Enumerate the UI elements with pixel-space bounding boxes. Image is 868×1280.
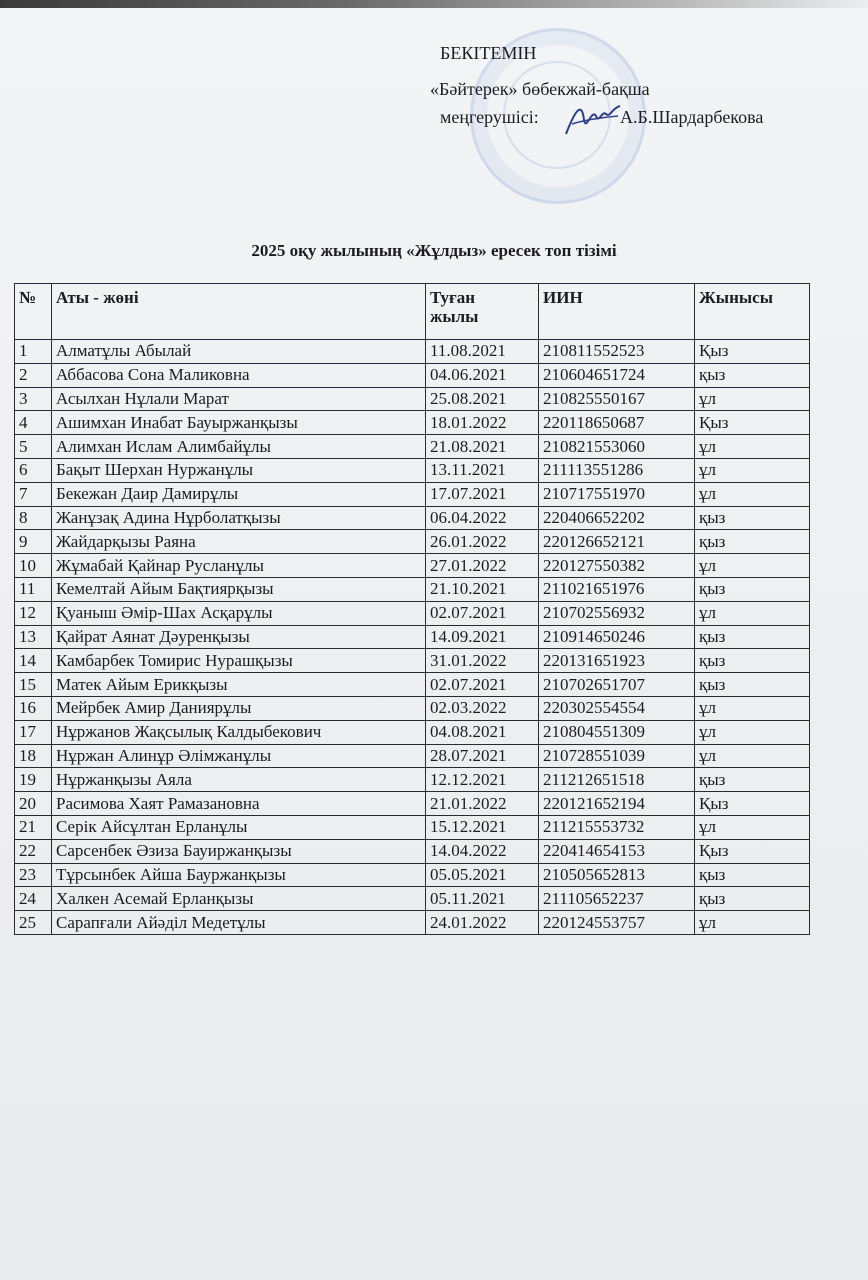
table-row bbox=[15, 720, 810, 744]
table-row bbox=[15, 696, 810, 720]
cell-gender: ұл bbox=[695, 744, 810, 768]
cell-birth-date: 05.11.2021 bbox=[426, 887, 539, 911]
cell-gender: ұл bbox=[695, 482, 810, 506]
table-row bbox=[15, 363, 810, 387]
cell-birth-date: 06.04.2022 bbox=[426, 506, 539, 530]
cell-full-name: Нұржанов Жақсылық Калдыбекович bbox=[52, 720, 426, 744]
cell-full-name: Жанұзақ Адина Нұрболатқызы bbox=[52, 506, 426, 530]
cell-full-name: Жайдарқызы Раяна bbox=[52, 530, 426, 554]
table-row bbox=[15, 530, 810, 554]
cell-number: 12 bbox=[15, 601, 52, 625]
table-row bbox=[15, 435, 810, 459]
cell-birth-date: 04.08.2021 bbox=[426, 720, 539, 744]
cell-gender: ұл bbox=[695, 720, 810, 744]
cell-gender: Қыз bbox=[695, 411, 810, 435]
cell-gender: ұл bbox=[695, 815, 810, 839]
cell-gender: қыз bbox=[695, 673, 810, 697]
cell-number: 23 bbox=[15, 863, 52, 887]
cell-full-name: Камбарбек Томирис Нурашқызы bbox=[52, 649, 426, 673]
cell-full-name: Бекежан Даир Дамирұлы bbox=[52, 482, 426, 506]
cell-number: 10 bbox=[15, 554, 52, 578]
cell-number: 18 bbox=[15, 744, 52, 768]
cell-number: 21 bbox=[15, 815, 52, 839]
cell-gender: Қыз bbox=[695, 792, 810, 816]
table-row bbox=[15, 815, 810, 839]
cell-birth-date: 21.10.2021 bbox=[426, 577, 539, 601]
cell-iin: 210728551039 bbox=[539, 744, 695, 768]
cell-number: 9 bbox=[15, 530, 52, 554]
cell-birth-date: 15.12.2021 bbox=[426, 815, 539, 839]
cell-iin: 210505652813 bbox=[539, 863, 695, 887]
table-row bbox=[15, 839, 810, 863]
header-full-name: Аты - жөні bbox=[52, 284, 426, 340]
cell-gender: Қыз bbox=[695, 340, 810, 364]
table-row bbox=[15, 506, 810, 530]
cell-gender: ұл bbox=[695, 911, 810, 935]
cell-gender: қыз bbox=[695, 863, 810, 887]
cell-full-name: Кемелтай Айым Бақтиярқызы bbox=[52, 577, 426, 601]
cell-birth-date: 05.05.2021 bbox=[426, 863, 539, 887]
cell-birth-date: 02.07.2021 bbox=[426, 673, 539, 697]
cell-birth-date: 27.01.2022 bbox=[426, 554, 539, 578]
cell-birth-date: 18.01.2022 bbox=[426, 411, 539, 435]
table-row bbox=[15, 601, 810, 625]
header-gender: Жынысы bbox=[695, 284, 810, 340]
cell-full-name: Аббасова Сона Маликовна bbox=[52, 363, 426, 387]
cell-number: 2 bbox=[15, 363, 52, 387]
table-row bbox=[15, 458, 810, 482]
cell-number: 17 bbox=[15, 720, 52, 744]
cell-birth-date: 11.08.2021 bbox=[426, 340, 539, 364]
table-row bbox=[15, 768, 810, 792]
cell-number: 16 bbox=[15, 696, 52, 720]
table-row bbox=[15, 577, 810, 601]
cell-gender: ұл bbox=[695, 554, 810, 578]
cell-iin: 211113551286 bbox=[539, 458, 695, 482]
cell-number: 1 bbox=[15, 340, 52, 364]
cell-birth-date: 14.09.2021 bbox=[426, 625, 539, 649]
cell-full-name: Нұржан Алинұр Әлімжанұлы bbox=[52, 744, 426, 768]
header-number: № bbox=[15, 284, 52, 340]
head-position-label: меңгерушісі: bbox=[440, 107, 539, 127]
cell-iin: 210804551309 bbox=[539, 720, 695, 744]
cell-iin: 220302554554 bbox=[539, 696, 695, 720]
cell-full-name: Халкен Асемай Ерланқызы bbox=[52, 887, 426, 911]
cell-iin: 220126652121 bbox=[539, 530, 695, 554]
cell-gender: қыз bbox=[695, 577, 810, 601]
cell-gender: қыз bbox=[695, 768, 810, 792]
table-header-row bbox=[15, 284, 810, 340]
handwritten-signature bbox=[562, 98, 624, 140]
table-row bbox=[15, 482, 810, 506]
cell-full-name: Тұрсынбек Айша Бауржанқызы bbox=[52, 863, 426, 887]
cell-birth-date: 02.07.2021 bbox=[426, 601, 539, 625]
cell-iin: 211212651518 bbox=[539, 768, 695, 792]
cell-number: 7 bbox=[15, 482, 52, 506]
cell-gender: ұл bbox=[695, 458, 810, 482]
header-birth-date bbox=[426, 284, 539, 340]
table-body bbox=[15, 340, 810, 935]
cell-full-name: Нұржанқызы Аяла bbox=[52, 768, 426, 792]
cell-birth-date: 24.01.2022 bbox=[426, 911, 539, 935]
cell-gender: ұл bbox=[695, 387, 810, 411]
cell-iin: 210811552523 bbox=[539, 340, 695, 364]
cell-iin: 210914650246 bbox=[539, 625, 695, 649]
cell-iin: 220406652202 bbox=[539, 506, 695, 530]
table-row bbox=[15, 554, 810, 578]
cell-full-name: Қайрат Аянат Дәуренқызы bbox=[52, 625, 426, 649]
cell-iin: 220118650687 bbox=[539, 411, 695, 435]
cell-iin: 220127550382 bbox=[539, 554, 695, 578]
cell-iin: 211105652237 bbox=[539, 887, 695, 911]
cell-birth-date: 28.07.2021 bbox=[426, 744, 539, 768]
approval-heading: БЕКІТЕМІН bbox=[440, 43, 537, 63]
cell-number: 20 bbox=[15, 792, 52, 816]
cell-iin: 210825550167 bbox=[539, 387, 695, 411]
institution-name: «Бәйтерек» бөбекжай-бақша bbox=[430, 79, 650, 99]
cell-gender: қыз bbox=[695, 506, 810, 530]
cell-iin: 211021651976 bbox=[539, 577, 695, 601]
table-row bbox=[15, 387, 810, 411]
table-row bbox=[15, 744, 810, 768]
table-row bbox=[15, 887, 810, 911]
cell-number: 11 bbox=[15, 577, 52, 601]
cell-gender: ұл bbox=[695, 696, 810, 720]
header-birth-date-line2: жылы bbox=[430, 307, 479, 326]
cell-gender: Қыз bbox=[695, 839, 810, 863]
group-roster-table bbox=[14, 283, 810, 935]
cell-number: 25 bbox=[15, 911, 52, 935]
cell-full-name: Асылхан Нұлали Марат bbox=[52, 387, 426, 411]
table-row bbox=[15, 863, 810, 887]
header-birth-date-line1: Туған bbox=[430, 288, 476, 307]
cell-number: 14 bbox=[15, 649, 52, 673]
cell-birth-date: 21.08.2021 bbox=[426, 435, 539, 459]
table-row bbox=[15, 911, 810, 935]
document-title: 2025 оқу жылының «Жұлдыз» ересек топ тізімі bbox=[251, 241, 617, 260]
cell-number: 5 bbox=[15, 435, 52, 459]
cell-number: 19 bbox=[15, 768, 52, 792]
cell-full-name: Серік Айсұлтан Ерланұлы bbox=[52, 815, 426, 839]
cell-iin: 210702556932 bbox=[539, 601, 695, 625]
cell-iin: 220414654153 bbox=[539, 839, 695, 863]
cell-number: 22 bbox=[15, 839, 52, 863]
cell-birth-date: 04.06.2021 bbox=[426, 363, 539, 387]
table-row bbox=[15, 340, 810, 364]
cell-birth-date: 31.01.2022 bbox=[426, 649, 539, 673]
table-row bbox=[15, 625, 810, 649]
cell-iin: 220131651923 bbox=[539, 649, 695, 673]
cell-iin: 211215553732 bbox=[539, 815, 695, 839]
cell-full-name: Мейрбек Амир Даниярұлы bbox=[52, 696, 426, 720]
cell-birth-date: 21.01.2022 bbox=[426, 792, 539, 816]
cell-birth-date: 26.01.2022 bbox=[426, 530, 539, 554]
cell-iin: 210717551970 bbox=[539, 482, 695, 506]
cell-number: 4 bbox=[15, 411, 52, 435]
cell-iin: 220121652194 bbox=[539, 792, 695, 816]
cell-gender: қыз bbox=[695, 887, 810, 911]
cell-birth-date: 13.11.2021 bbox=[426, 458, 539, 482]
cell-number: 15 bbox=[15, 673, 52, 697]
table-row bbox=[15, 792, 810, 816]
cell-gender: қыз bbox=[695, 625, 810, 649]
cell-iin: 210604651724 bbox=[539, 363, 695, 387]
cell-gender: ұл bbox=[695, 601, 810, 625]
table-row bbox=[15, 673, 810, 697]
cell-full-name: Матек Айым Ерикқызы bbox=[52, 673, 426, 697]
header-iin: ИИН bbox=[539, 284, 695, 340]
cell-number: 8 bbox=[15, 506, 52, 530]
paper-top-edge bbox=[0, 0, 868, 8]
cell-full-name: Алимхан Ислам Алимбайұлы bbox=[52, 435, 426, 459]
table-row bbox=[15, 411, 810, 435]
cell-iin: 210702651707 bbox=[539, 673, 695, 697]
cell-number: 3 bbox=[15, 387, 52, 411]
cell-birth-date: 12.12.2021 bbox=[426, 768, 539, 792]
cell-full-name: Сарсенбек Әзиза Бауиржанқызы bbox=[52, 839, 426, 863]
cell-number: 24 bbox=[15, 887, 52, 911]
cell-iin: 210821553060 bbox=[539, 435, 695, 459]
cell-full-name: Қуаныш Әмір-Шах Асқарұлы bbox=[52, 601, 426, 625]
cell-iin: 220124553757 bbox=[539, 911, 695, 935]
cell-full-name: Алматұлы Абылай bbox=[52, 340, 426, 364]
cell-gender: қыз bbox=[695, 649, 810, 673]
cell-gender: қыз bbox=[695, 530, 810, 554]
cell-birth-date: 02.03.2022 bbox=[426, 696, 539, 720]
table-row bbox=[15, 649, 810, 673]
cell-full-name: Бақыт Шерхан Нуржанұлы bbox=[52, 458, 426, 482]
cell-number: 13 bbox=[15, 625, 52, 649]
cell-full-name: Сарапғали Айәділ Медетұлы bbox=[52, 911, 426, 935]
cell-birth-date: 17.07.2021 bbox=[426, 482, 539, 506]
cell-birth-date: 25.08.2021 bbox=[426, 387, 539, 411]
cell-full-name: Жұмабай Қайнар Русланұлы bbox=[52, 554, 426, 578]
cell-full-name: Ашимхан Инабат Бауыржанқызы bbox=[52, 411, 426, 435]
cell-birth-date: 14.04.2022 bbox=[426, 839, 539, 863]
head-name: А.Б.Шардарбекова bbox=[620, 107, 764, 127]
cell-gender: қыз bbox=[695, 363, 810, 387]
cell-number: 6 bbox=[15, 458, 52, 482]
cell-full-name: Расимова Хаят Рамазановна bbox=[52, 792, 426, 816]
cell-gender: ұл bbox=[695, 435, 810, 459]
